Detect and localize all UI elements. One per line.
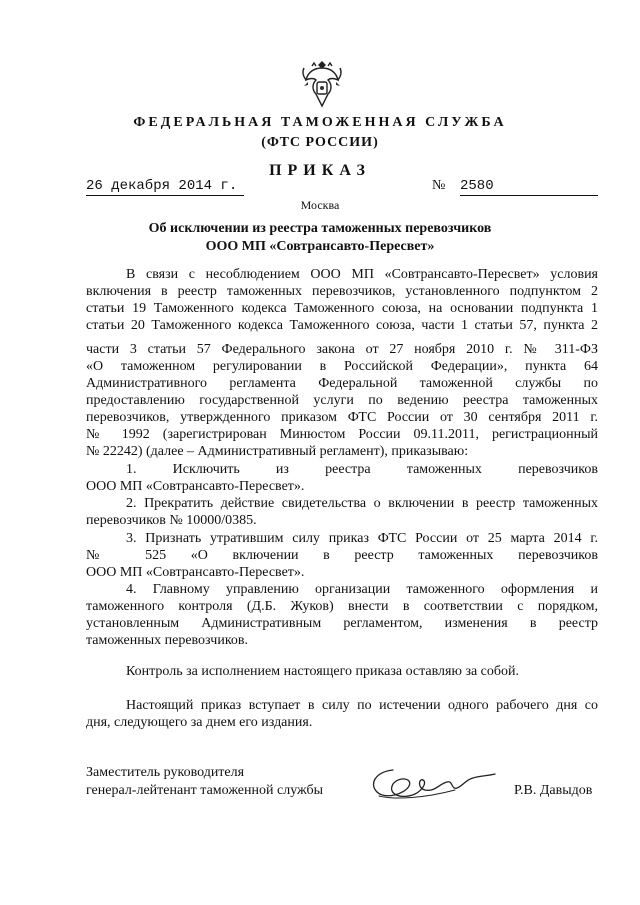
- item-2-line: перевозчиков № 10000/0385.: [86, 513, 257, 528]
- intro-line: части 3 статьи 57 Федерального закона от 27 ноября 2010 г. № 311-ФЗ: [86, 342, 598, 357]
- intro-line: В связи с несоблюдением ООО МП «Совтрансавто-Пересвет» условия: [126, 267, 598, 282]
- effective-line: дня, следующего за днем его издания.: [86, 715, 313, 730]
- effective-line: Настоящий приказ вступает в силу по истечении одного рабочего дня со: [126, 698, 598, 713]
- intro-line: перевозчиков, утвержденного приказом ФТС России от 30 сентября 2011 г.: [86, 410, 598, 425]
- intro-line: № 22242) (далее – Административный регламент), приказываю:: [86, 444, 469, 459]
- signatory-name: Р.В. Давыдов: [514, 783, 593, 798]
- intro-line: Административного регламента Федеральной таможенной службы по: [86, 376, 598, 391]
- item-3-line: 3. Признать утратившим силу приказ ФТС России от 25 марта 2014 г.: [126, 531, 598, 546]
- document-type-title: ПРИКАЗ: [269, 162, 371, 179]
- document-number: 2580: [460, 178, 598, 196]
- subject-line-1: Об исключении из реестра таможенных перевозчиков: [148, 221, 492, 236]
- item-3-line: № 525 «О включении в реестр таможенных перевозчиков: [86, 548, 598, 563]
- number-sign: №: [432, 178, 446, 193]
- item-2-line: 2. Прекратить действие свидетельства о включении в реестр таможенных: [126, 496, 598, 511]
- organization-abbreviation: (ФТС РОССИИ): [261, 135, 379, 150]
- coat-of-arms-emblem-icon: [300, 58, 344, 110]
- intro-line: «О таможенном регулировании в Российской Федерации», пункта 64: [86, 359, 598, 374]
- item-3-line: ООО МП «Совтрансавто-Пересвет».: [86, 565, 305, 580]
- item-4-line: установленным Административным регламентом, изменения в реестр: [86, 616, 598, 631]
- intro-line: № 1992 (зарегистрирован Минюстом России 09.11.2011, регистрационный: [86, 427, 598, 442]
- intro-line: статьи 20 Таможенного кодекса Таможенного союза, части 1 статьи 57, пункта 2: [86, 318, 598, 333]
- intro-line: предоставлению государственной услуги по ведению реестра таможенных: [86, 393, 598, 408]
- item-1-line: ООО МП «Совтрансавто-Пересвет».: [86, 479, 305, 494]
- handwritten-signature: [365, 760, 500, 810]
- organization-name: ФЕДЕРАЛЬНАЯ ТАМОЖЕННАЯ СЛУЖБА: [133, 115, 507, 130]
- document-date: 26 декабря 2014 г.: [86, 178, 244, 196]
- item-4-line: таможенных перевозчиков.: [86, 633, 249, 648]
- item-1-line: 1. Исключить из реестра таможенных перевозчиков: [126, 462, 598, 477]
- intro-line: включения в реестр таможенных перевозчиков, установленного подпунктом 2: [86, 284, 598, 299]
- signatory-title-line-2: генерал-лейтенант таможенной службы: [86, 783, 324, 798]
- item-4-line: таможенного контроля (Д.Б. Жуков) внести в соответствии с порядком,: [86, 599, 598, 614]
- subject-line-2: ООО МП «Совтрансавто-Пересвет»: [205, 239, 435, 254]
- signatory-title-line-1: Заместитель руководителя: [86, 765, 245, 780]
- intro-line: статьи 19 Таможенного кодекса Таможенного союза, на основании подпункта 1: [86, 301, 598, 316]
- document-city: Москва: [300, 198, 340, 212]
- control-line: Контроль за исполнением настоящего приказа оставляю за собой.: [126, 664, 520, 679]
- item-4-line: 4. Главному управлению организации таможенного оформления и: [126, 582, 598, 597]
